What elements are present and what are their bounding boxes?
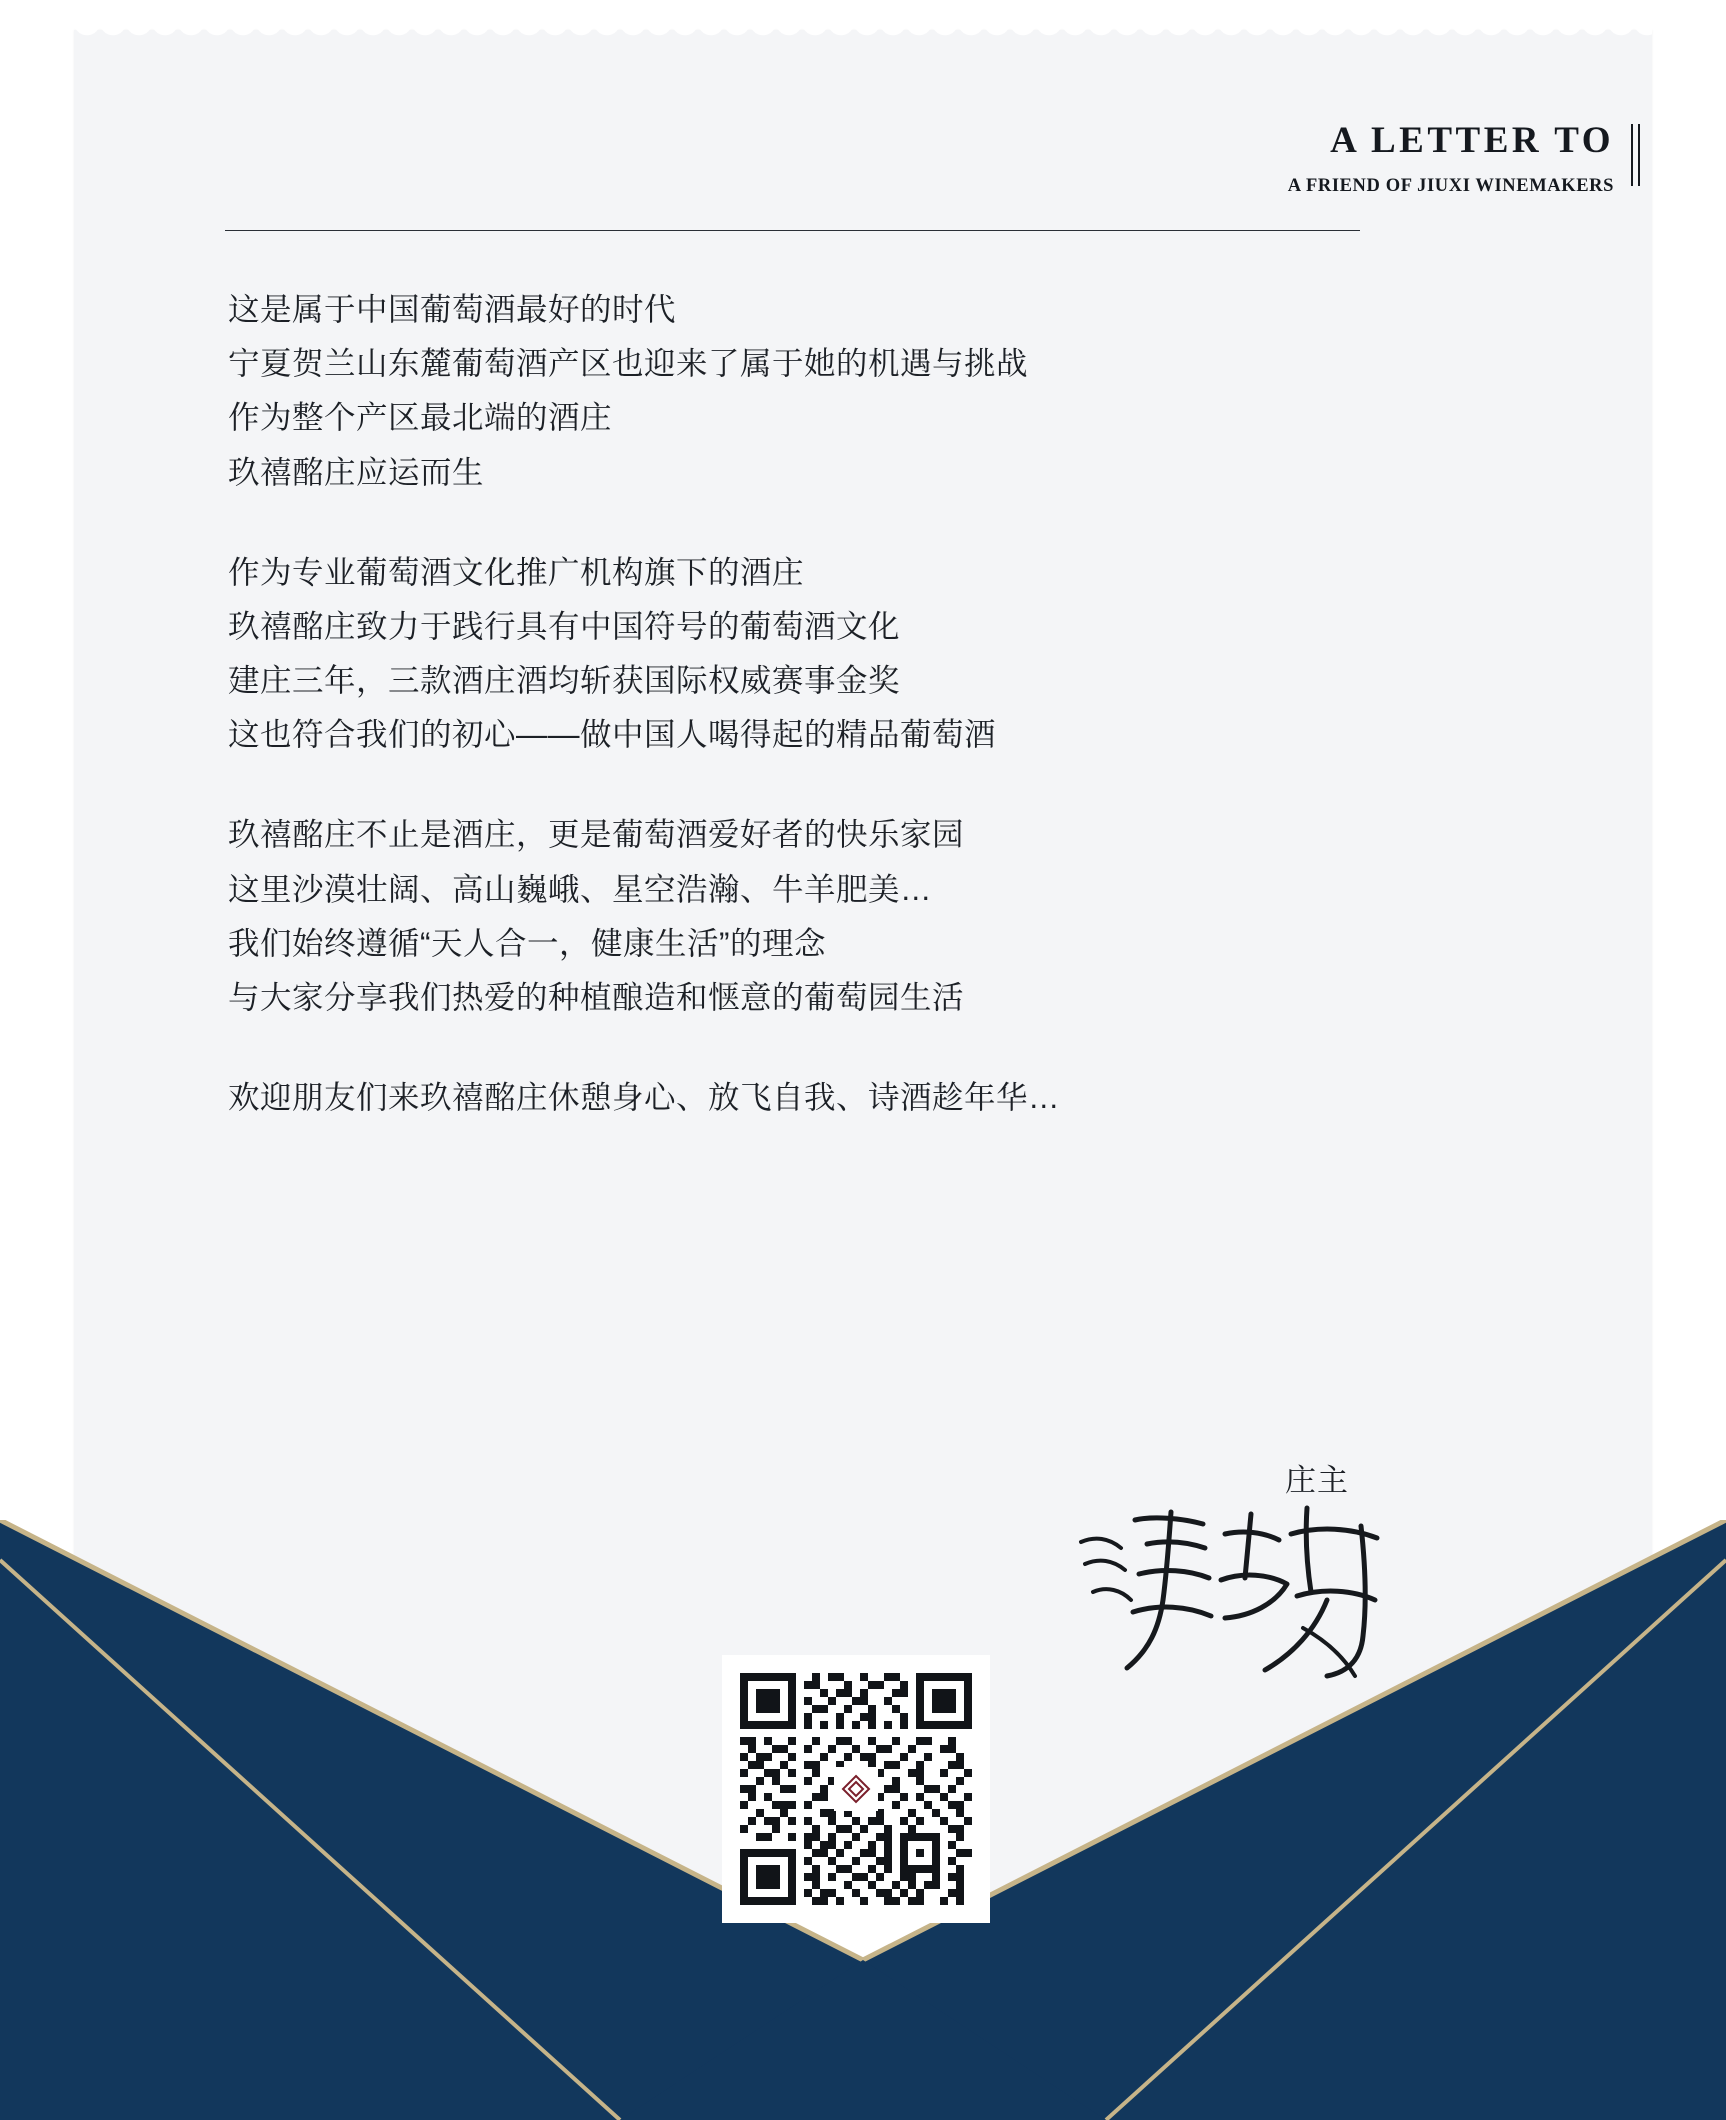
text-line: 与大家分享我们热爱的种植酿造和惬意的葡萄园生活: [228, 978, 965, 1015]
text-line: 作为专业葡萄酒文化推广机构旗下的酒庄: [228, 553, 805, 590]
letter-body: [228, 282, 1408, 1124]
text-line: 作为整个产区最北端的酒庄: [228, 399, 613, 436]
page-title: A LETTER TO: [1330, 120, 1614, 161]
header-divider: [225, 230, 1360, 231]
letter-header: [1288, 120, 1642, 197]
paragraph: [228, 545, 1408, 762]
text-line: 玖禧酩庄致力于践行具有中国符号的葡萄酒文化: [228, 607, 901, 644]
text-line: 这里沙漠壮阔、高山巍峨、星空浩瀚、牛羊肥美…: [228, 870, 933, 907]
text-line: 我们始终遵循“天人合一，健康生活”的理念: [228, 924, 826, 961]
diamond-logo-icon: [834, 1767, 878, 1811]
qr-code-image: [740, 1673, 972, 1905]
text-line: 这也符合我们的初心——做中国人喝得起的精品葡萄酒: [228, 716, 997, 753]
paragraph: [228, 1070, 1408, 1124]
text-line: 建庄三年，三款酒庄酒均斩获国际权威赛事金奖: [228, 662, 901, 699]
text-line: 欢迎朋友们来玖禧酩庄休憩身心、放飞自我、诗酒趁年华…: [228, 1079, 1061, 1116]
text-line: 宁夏贺兰山东麓葡萄酒产区也迎来了属于她的机遇与挑战: [228, 345, 1029, 382]
text-line: 玖禧酩庄不止是酒庄，更是葡萄酒爱好者的快乐家园: [228, 816, 965, 853]
letter-header-text: [1288, 120, 1614, 197]
paragraph: [228, 282, 1408, 499]
text-line: 玖禧酩庄应运而生: [228, 453, 485, 490]
text-line: 这是属于中国葡萄酒最好的时代: [228, 291, 677, 327]
signature-label: 庄主: [1285, 1463, 1349, 1498]
double-bar-icon: [1628, 124, 1642, 186]
qr-code[interactable]: [722, 1655, 990, 1923]
page-subtitle: A FRIEND OF JIUXI WINEMAKERS: [1287, 175, 1614, 196]
paragraph: [228, 807, 1408, 1024]
